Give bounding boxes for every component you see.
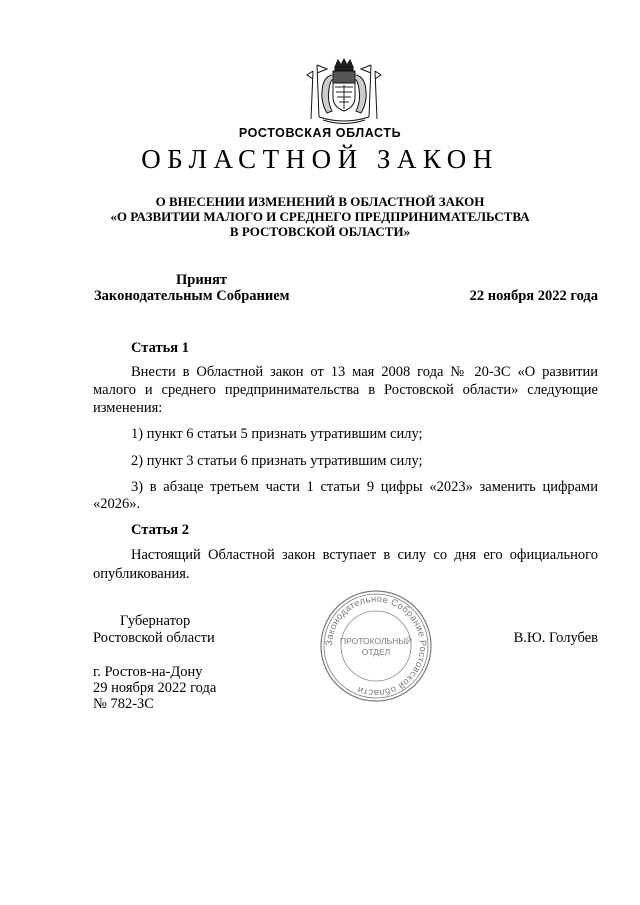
law-title-line-2: «О РАЗВИТИИ МАЛОГО И СРЕДНЕГО ПРЕДПРИНИМАТЕЛЬСТВА xyxy=(110,209,530,224)
seal-ring-text: Законодательное Собрание Ростовской области xyxy=(322,592,430,700)
adoption-date: 22 ноября 2022 года xyxy=(469,288,598,304)
document-type: ОБЛАСТНОЙ ЗАКОН xyxy=(141,144,499,174)
law-number: № 782-ЗС xyxy=(93,696,154,712)
signatory-position-line-2: Ростовской области xyxy=(93,630,215,646)
article-2-text-line-1: Настоящий Областной закон вступает в силу со дня его официального xyxy=(131,547,598,563)
seal-center-line-2: ОТДЕЛ xyxy=(361,647,391,657)
signatory-name: В.Ю. Голубев xyxy=(513,630,598,646)
signing-date: 29 ноября 2022 года xyxy=(93,680,217,696)
law-title-line-1: О ВНЕСЕНИИ ИЗМЕНЕНИЙ В ОБЛАСТНОЙ ЗАКОН xyxy=(155,194,485,209)
article-1-heading: Статья 1 xyxy=(131,340,189,356)
law-title-line-3: В РОСТОВСКОЙ ОБЛАСТИ» xyxy=(229,224,411,239)
region-name: РОСТОВСКАЯ ОБЛАСТЬ xyxy=(238,126,402,140)
signing-city: г. Ростов-на-Дону xyxy=(93,664,203,680)
adopted-by: Законодательным Собранием xyxy=(94,288,290,304)
article-2-text-line-2: опубликования. xyxy=(93,566,190,582)
article-1-intro-line-2: малого и среднего предпринимательства в Ростовской области» следующие xyxy=(93,382,598,398)
seal-center-line-1: ПРОТОКОЛЬНЫЙ xyxy=(340,636,412,646)
article-1-item-3-line-2: «2026». xyxy=(93,496,141,512)
coat-of-arms-icon xyxy=(305,57,383,125)
adopted-label: Принят xyxy=(176,272,228,288)
article-2-heading: Статья 2 xyxy=(131,522,189,538)
official-seal-stamp xyxy=(318,588,434,704)
article-1-item-1: 1) пункт 6 статьи 5 признать утратившим силу; xyxy=(131,426,423,442)
article-1-item-3-line-1: 3) в абзаце третьем части 1 статьи 9 цифры «2023» заменить цифрами xyxy=(131,479,598,495)
article-1-intro-line-1: Внести в Областной закон от 13 мая 2008 года № 20-ЗС «О развитии xyxy=(131,364,598,380)
article-1-intro-line-3: изменения: xyxy=(93,400,163,416)
article-1-item-2: 2) пункт 3 статьи 6 признать утратившим силу; xyxy=(131,453,423,469)
signatory-position-line-1: Губернатор xyxy=(120,613,191,629)
